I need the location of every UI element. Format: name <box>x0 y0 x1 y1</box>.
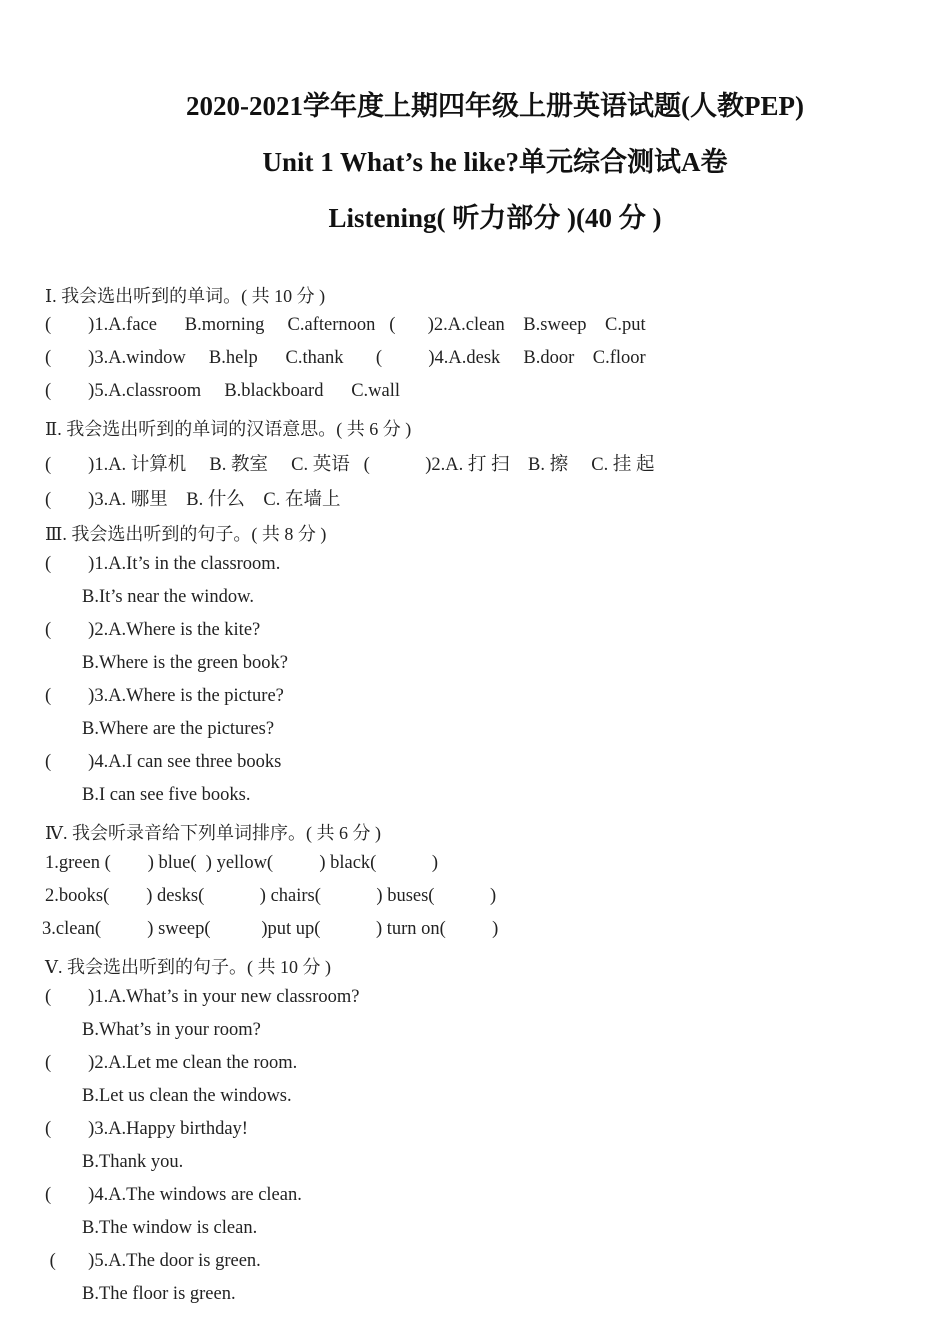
option-line: B.Thank you. <box>45 1152 184 1172</box>
question-line: ( )5.A.The door is green. <box>45 1251 261 1271</box>
section-heading: Ⅴ. 我会选出听到的句子。( 共 10 分 ) <box>45 957 331 977</box>
option-line: B.It’s near the window. <box>45 587 254 607</box>
question-line: ( )3.A. 哪里 B. 什么 C. 在墙上 <box>45 490 341 510</box>
option-line: B.Where is the green book? <box>45 653 288 673</box>
section-heading: Ⅲ. 我会选出听到的句子。( 共 8 分 ) <box>45 524 327 544</box>
unit-title: Unit 1 What’s he like?单元综合测试A卷 <box>262 147 728 177</box>
option-line: B.Where are the pictures? <box>45 719 275 739</box>
question-line: 1.green ( ) blue( ) yellow( ) black( ) <box>45 853 439 873</box>
option-line: B.What’s in your room? <box>45 1020 261 1040</box>
question-line: ( )1.A.face B.morning C.afternoon ( )2.A.clean B.sweep C.put <box>45 315 646 335</box>
question-line: ( )3.A.window B.help C.thank ( )4.A.desk B.door C.floor <box>45 348 646 368</box>
question-line: ( )5.A.classroom B.blackboard C.wall <box>45 381 401 401</box>
option-line: B.The window is clean. <box>45 1218 258 1238</box>
option-line: B.I can see five books. <box>45 785 251 805</box>
exam-title: 2020-2021学年度上期四年级上册英语试题(人教PEP) <box>186 91 804 121</box>
question-line: ( )2.A.Where is the kite? <box>45 620 261 640</box>
question-line: 2.books( ) desks( ) chairs( ) buses( ) <box>45 886 497 906</box>
question-line: 3.clean( ) sweep( )put up( ) turn on( ) <box>42 919 499 939</box>
section-heading: Ⅳ. 我会听录音给下列单词排序。( 共 6 分 ) <box>45 823 381 843</box>
question-line: ( )4.A.I can see three books <box>45 752 282 772</box>
question-line: ( )3.A.Happy birthday! <box>45 1119 248 1139</box>
section-title: Listening( 听力部分 )(40 分 ) <box>328 203 662 233</box>
question-line: ( )2.A.Let me clean the room. <box>45 1053 298 1073</box>
question-line: ( )1.A.It’s in the classroom. <box>45 554 281 574</box>
question-line: ( )3.A.Where is the picture? <box>45 686 284 706</box>
option-line: B.The floor is green. <box>45 1284 236 1304</box>
section-heading: Ⅱ. 我会选出听到的单词的汉语意思。( 共 6 分 ) <box>45 419 412 439</box>
question-line: ( )4.A.The windows are clean. <box>45 1185 302 1205</box>
section-heading: Ⅰ. 我会选出听到的单词。( 共 10 分 ) <box>45 286 326 306</box>
question-line: ( )1.A. 计算机 B. 教室 C. 英语 ( )2.A. 打 扫 B. 擦 C. 挂 起 <box>45 455 655 475</box>
question-line: ( )1.A.What’s in your new classroom? <box>45 987 360 1007</box>
option-line: B.Let us clean the windows. <box>45 1086 292 1106</box>
